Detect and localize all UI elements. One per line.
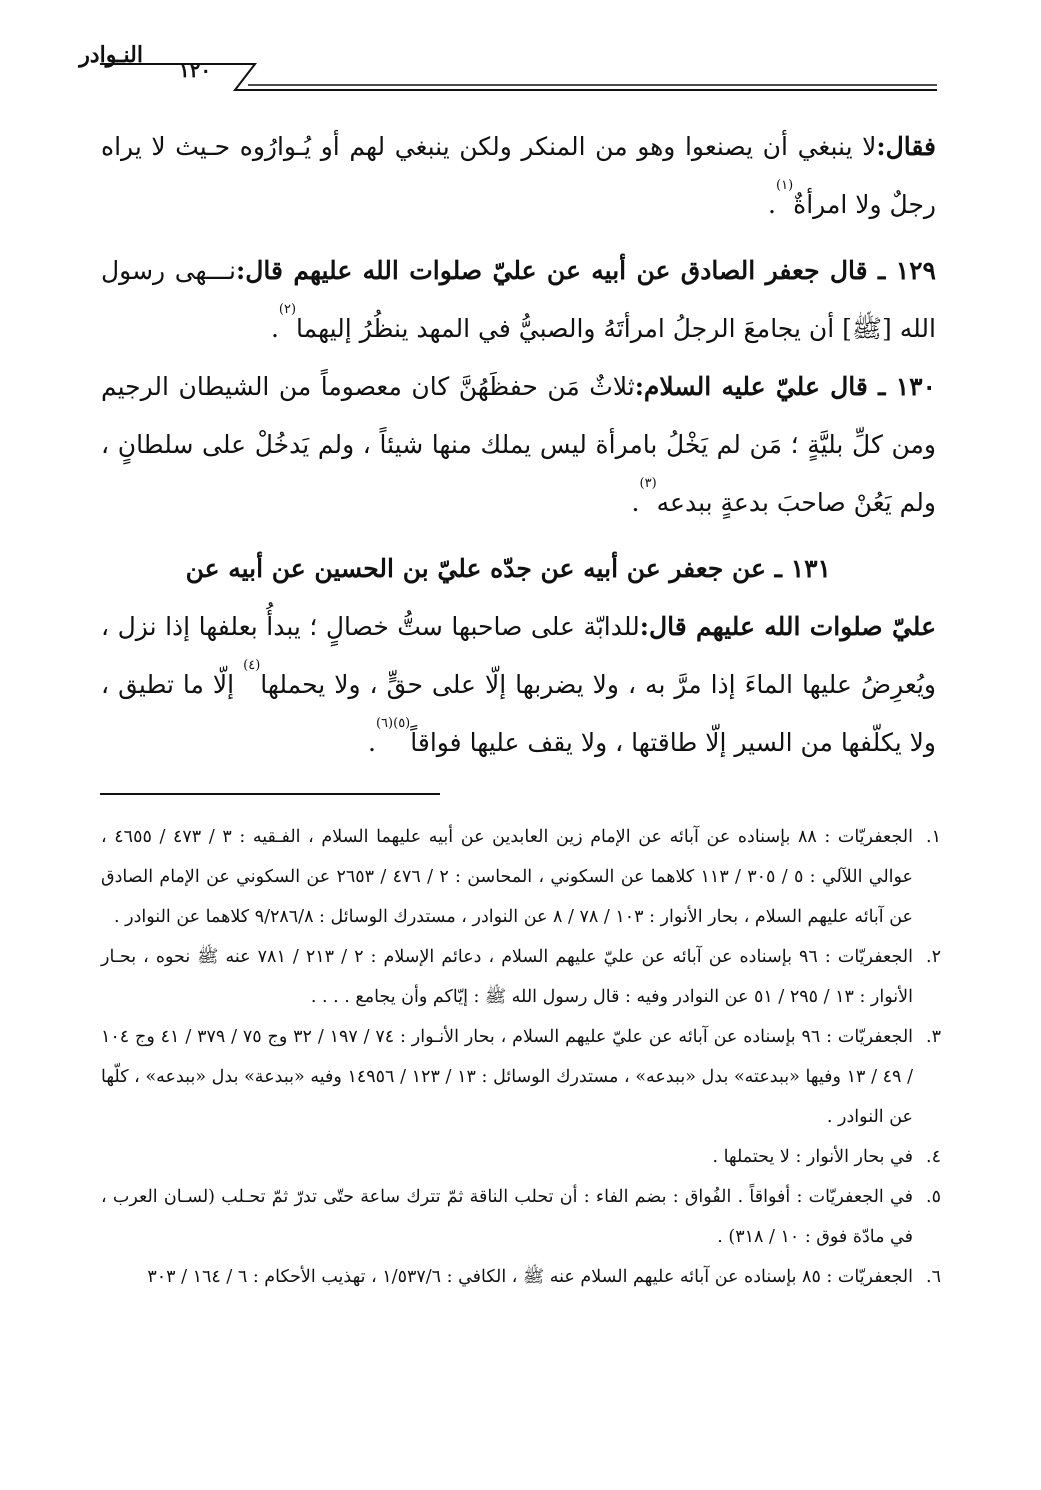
footnote-1 [101, 817, 941, 937]
footnotes [101, 817, 941, 1297]
end: . [768, 190, 776, 219]
end: . [270, 314, 279, 343]
footnote-text: في بحار الأنوار : لا يحتملها . [712, 1147, 913, 1167]
text: للدابّة على صاحبها ستُّ خصالٍ ؛ يبدأُ بعلفها إذا نزل ، ويُعرِضُ عليها الماءَ إذا مرَّ به ، ولا يضربها إلّا على حقٍّ ، ولا يحملها [101, 612, 936, 699]
footnote-number: ٣. [926, 1027, 941, 1047]
footnote-text: الجعفريّات : ٨٥ بإسناده عن آبائه عليهم السلام عنه ﷺ ، الكافي : ١/٥٣٧/٦ ، تهذيب الأحكام : ٦ / ١٦٤ / ٣٠٣ [147, 1267, 913, 1287]
page-number: ١٢٠ [178, 58, 212, 82]
text-continued: إلّا ما تطيق ، ولا يكلّفها من السير إلّا طاقتها ، ولا يقف عليها فواقاً [101, 670, 936, 757]
footnote-number: ٦. [926, 1267, 941, 1287]
footnote-4 [101, 1137, 941, 1177]
text: نـــهى رسول الله [ﷺ] أن يجامعَ الرجلُ امرأتَهُ والصبيُّ في المهد ينظُرُ إليهما [101, 256, 936, 343]
footnote-number: ٥. [926, 1187, 941, 1207]
text: ثلاثٌ مَن حفظَهُنَّ كان معصوماً من الشيطان الرجيم ومن كلِّ بليَّةٍ ؛ مَن لم يَخْلُ بامرأة ليس يملك منها شيئاً ، ولم يَدخُلْ على سلطانٍ ، ولم يَعُنْ صاحبَ بدعةٍ ببدعه [101, 372, 936, 517]
paragraph-130 [101, 358, 936, 532]
main-text [101, 118, 936, 772]
end: . [368, 728, 376, 757]
text: لا ينبغي أن يصنعوا وهو من المنكر ولكن ينبغي لهم أو يُـوارُوه حـيث لا يراه رجلٌ ولا امرأةٌ [101, 132, 936, 219]
footnote-text: الجعفريّات : ٩٦ بإسناده عن آبائه عن عليّ عليهم السلام ، بحار الأنـوار : ٧٤ / ١٩٧ / ٣٢ وج ٧٥ / ٣٧٩ / ٤١ وج ١٠٤ / ٤٩ / ١٣ وفيها «ببدعته» بدل «ببدعه» ، مستدرك الوسائل : ١٣ / ١٢٣ / ١٤٩٥٦ وفيه «ببدعة» بدل «ببدعه» ، كلّها عن النوادر . [101, 1027, 914, 1127]
paragraph-1 [101, 118, 936, 234]
footnote-ref: (١) [776, 178, 794, 193]
lead: ١٢٩ ـ قال جعفر الصادق عن أبيه عن عليّ صلوات الله عليهم قال: [236, 256, 936, 285]
footnote-number: ٢. [926, 947, 941, 967]
footnote-3 [101, 1017, 941, 1137]
lead: ١٣٠ ـ قال عليّ عليه السلام: [634, 372, 936, 401]
running-title: النـوادر [79, 42, 143, 68]
lead: فقال: [876, 132, 936, 161]
footnote-text: الجعفريّات : ٩٦ بإسناده عن آبائه عن عليّ عليهم السلام ، دعائم الإسلام : ٢ / ٢١٣ / ٧٨١ عنه ﷺ نحوه ، بحـار الأنوار : ١٣ / ٢٩٥ / ٥١ عن النوادر وفيه : قال رسول الله ﷺ : إيّاكم وأن يجامع . . . . [101, 947, 913, 1007]
footnote-ref: (٥)(٦) [375, 716, 411, 731]
paragraph-131 [101, 598, 936, 772]
footnote-number: ١. [926, 827, 941, 847]
footnote-number: ٤. [926, 1147, 941, 1167]
paragraph-131-head [101, 540, 936, 598]
footnote-ref: (٤) [243, 658, 261, 673]
footnote-ref: (٣) [639, 476, 657, 491]
footnote-text: في الجعفريّات : أفواقاً . الفُواق : بضم الفاء : أن تحلب الناقة ثمّ تترك ساعة حتّى تدرّ ثمّ تحـلب (لسـان العرب ، في مادّة فوق : ١٠ / ٣١٨) . [101, 1187, 913, 1247]
footnote-5 [101, 1177, 941, 1257]
footnote-text: الجعفريّات : ٨٨ بإسناده عن آبائه عن الإمام زين العابدين عن أبيه عليهما السلام ، الفـقيه : ٣ / ٤٧٣ / ٤٦٥٥ ، عوالي اللآلي : ٥ / ٣٠٥ / ١١٣ كلاهما عن السكوني ، المحاسن : ٢ / ٤٧٦ / ٢٦٥٣ عن السكوني عن الإمام الصادق عن آبائه عليهم السلام ، بحار الأنوار : ١٠٣ / ٧٨ / ٨ عن النوادر ، مستدرك الوسائل : ٩/٢٨٦/٨ كلاهما عن النوادر . [101, 827, 914, 927]
footnote-2 [101, 937, 941, 1017]
footnote-separator [100, 793, 440, 795]
paragraph-129 [101, 242, 936, 358]
lead: عليّ صلوات الله عليهم قال: [639, 612, 936, 641]
footnote-ref: (٢) [278, 302, 297, 317]
lead: ١٣١ ـ عن جعفر عن أبيه عن جدّه عليّ بن الحسين عن أبيه عن [185, 554, 831, 583]
footnote-6 [101, 1257, 941, 1297]
end: . [631, 488, 640, 517]
